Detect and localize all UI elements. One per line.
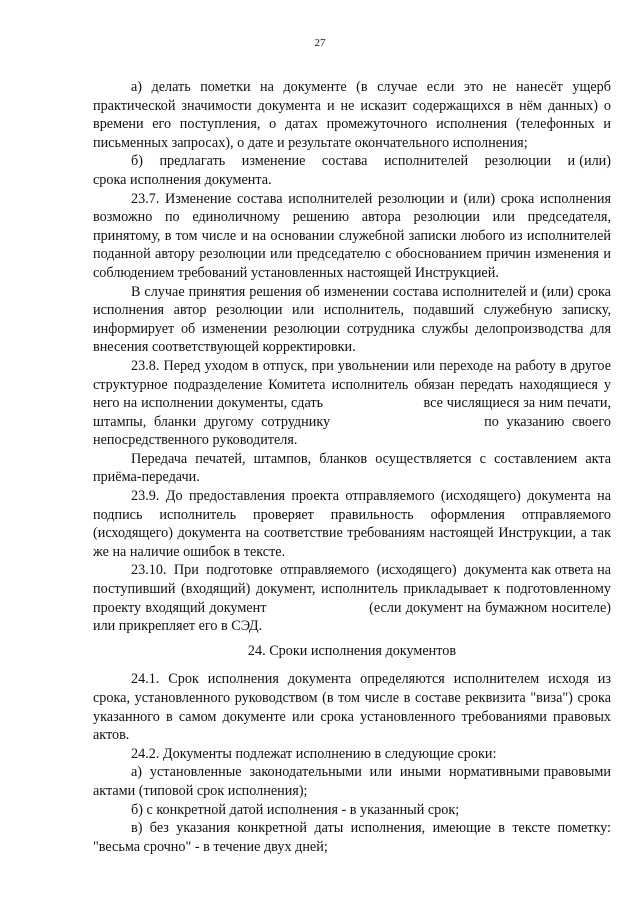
paragraph-24-2: 24.2. Документы подлежат исполнению в следующие сроки: <box>131 745 497 762</box>
paragraph-24-2-v: в) без указания конкретной даты исполнения, имеющие в тексте пометку: "весьма срочно" - в течение двух дней; <box>93 820 615 855</box>
paragraph-23-7: 23.7. Изменение состава исполнителей резолюции и (или) срока исполнения возможно по единоличному решению автора резолюции или председателя, принятому, в том числе и на основании служебной записки любого из исполнителей поданной автору резолюции или председателю с обоснованием причин изменения и соблюдением требований установленных настоящей Инструкцией. <box>93 190 615 281</box>
section-heading: 24. Сроки исполнения документов <box>247 642 457 659</box>
paragraph-24-1: 24.1. Срок исполнения документа определяются исполнителем исходя из срока, установленного руководством (в том числе в составе реквизита "виза") срока указанного в самом документе или срока установленного требованиями правовых актов. <box>93 671 615 744</box>
document-body <box>93 78 615 856</box>
paragraph-23-6-b: б) предлагать изменение состава исполнителей резолюции и (или) срока исполнения документа. <box>93 153 615 188</box>
paragraph-23-6-a: а) делать пометки на документе (в случае если это не нанесёт ущерб практической значимости документа и не исказит содержащихся в нём данных) о времени его поступления, о датах промежуточного исполнения (телефонных и письменных запросах), о дате и результате окончательного исполнения; <box>93 79 615 151</box>
paragraph-24-2-a: а) установленные законодательными или иными нормативными правовыми актами (типовой срок исполнения); <box>93 764 615 799</box>
paragraph-23-9: 23.9. До предоставления проекта отправляемого (исходящего) документа на подпись исполнитель проверяет правильность оформления отправляемого (исходящего) документа на соответствие требованиям настоящей Инструкции, а так же на наличие ошибок в тексте. <box>93 488 615 560</box>
paragraph-23-8: 23.8. Перед уходом в отпуск, при увольнении или переходе на работу в другое структурное подразделение Комитета исполнитель обязан передать находящиеся у него на исполнении документы, сдать все числящиеся за ним печати, штампы, бланки другому сотруднику по указанию своего непосредственного руководителя. <box>93 357 615 449</box>
page-number: 27 <box>314 37 326 49</box>
paragraph-23-7-continued: В случае принятия решения об изменении состава исполнителей и (или) срока исполнения автор резолюции или исполнитель, подавший служебную записку, информирует об изменении резолюции сотрудника службы делопроизводства для внесения соответствующей корректировки. <box>93 283 615 356</box>
paragraph-24-2-b: б) с конкретной датой исполнения - в указанный срок; <box>131 801 460 818</box>
paragraph-23-10: 23.10. При подготовке отправляемого (исходящего) документа как ответа на поступивший (входящий) документ, исполнитель прикладывает к подготовленному проекту входящий документ (если документ на бумажном носителе) или прикрепляет его в СЭД. <box>93 562 615 635</box>
paragraph-23-8-continued: Передача печатей, штампов, бланков осуществляется с составлением акта приёма-передачи. <box>93 450 615 486</box>
